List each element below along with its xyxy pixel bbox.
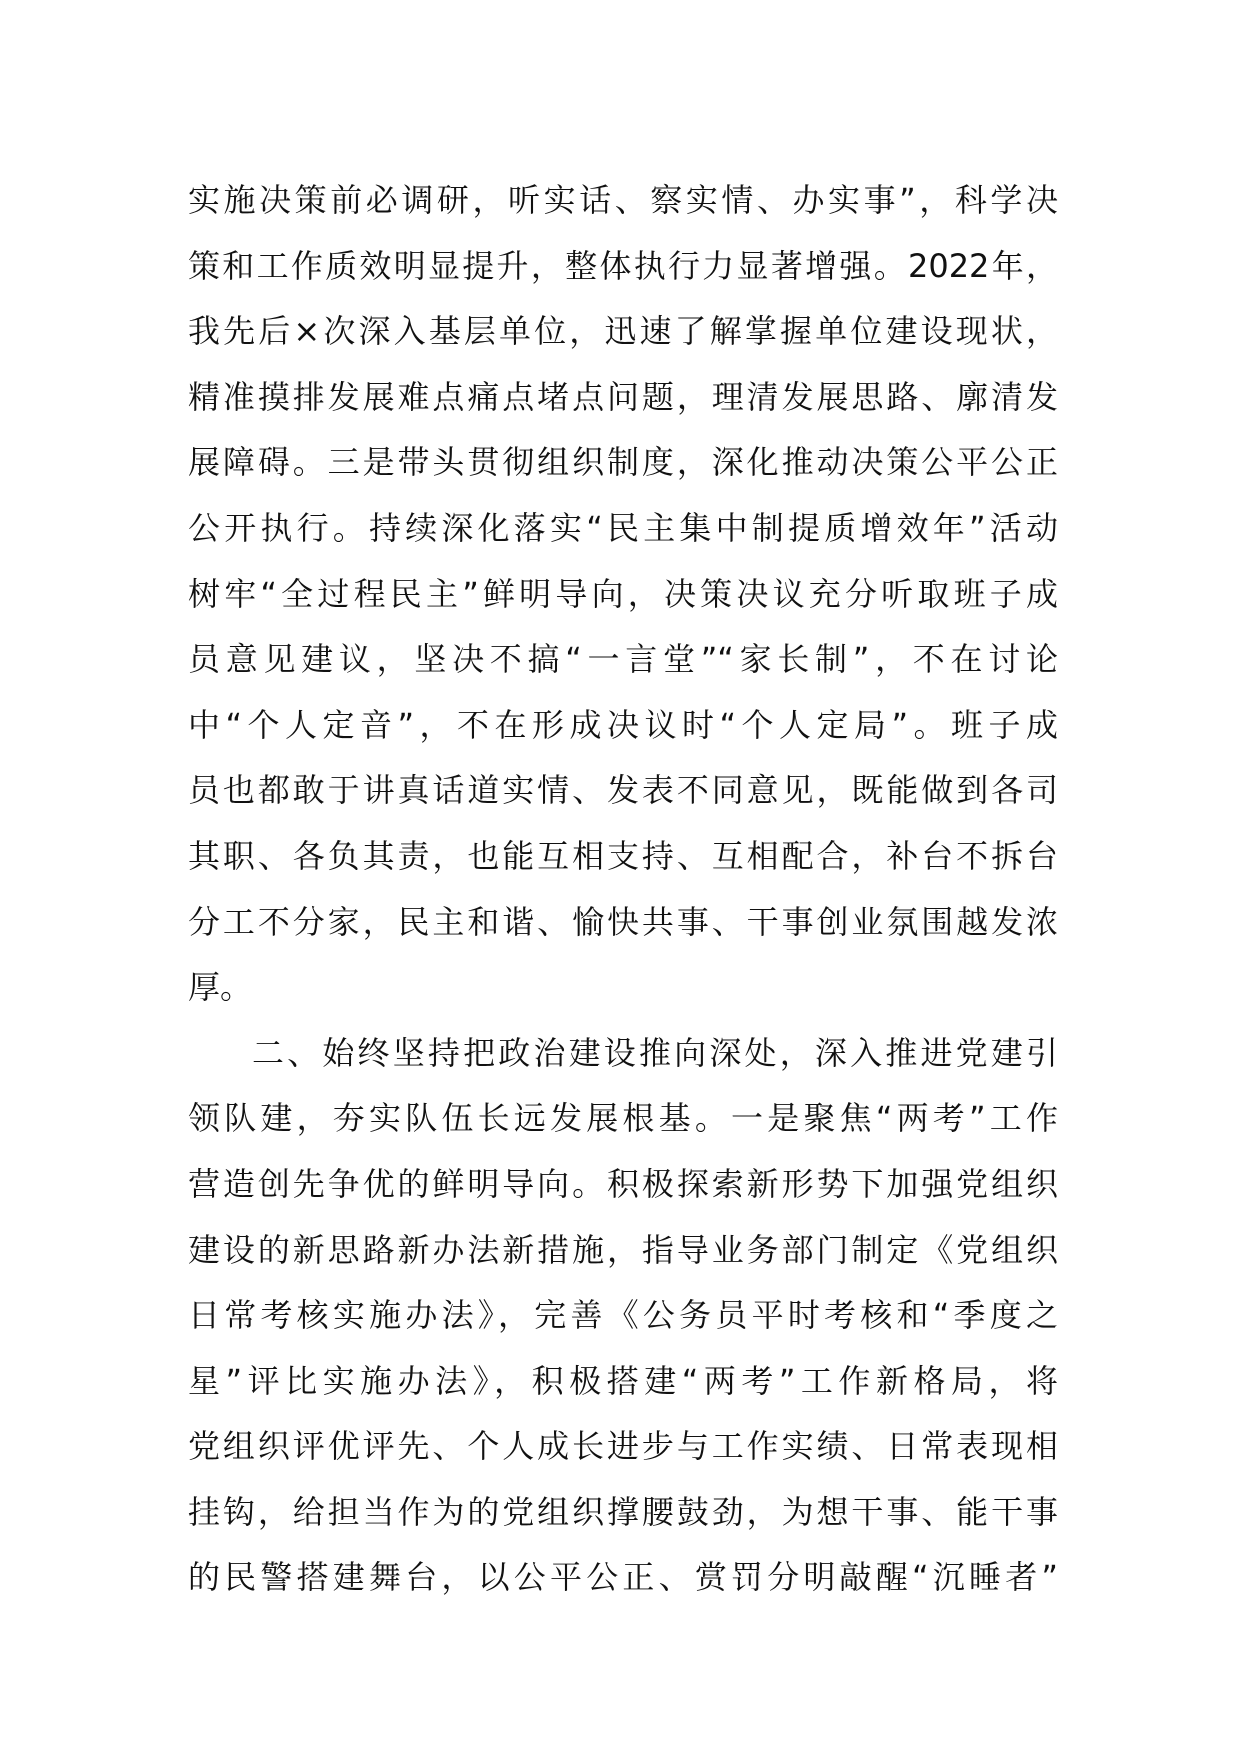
text-line: 分工不分家，民主和谐、愉快共事、干事创业氛围越发浓	[188, 902, 1058, 941]
text-line: 营造创先争优的鲜明导向。积极探索新形势下加强党组织	[188, 1164, 1058, 1203]
text-line: 展障碍。三是带头贯彻组织制度，深化推动决策公平公正	[188, 443, 1058, 482]
text-line: 我先后×次深入基层单位，迅速了解掌握单位建设现状，	[188, 312, 1058, 351]
text-line: 的民警搭建舞台，以公平公正、赏罚分明敲醒“沉睡者”	[188, 1558, 1058, 1597]
text-line: 党组织评优评先、个人成长进步与工作实绩、日常表现相	[188, 1427, 1058, 1466]
text-line: 挂钩，给担当作为的党组织撑腰鼓劲，为想干事、能干事	[188, 1492, 1058, 1531]
body-text	[188, 168, 1058, 1611]
text-line: 策和工作质效明显提升，整体执行力显著增强。2022年，	[188, 246, 1058, 285]
text-line: 领队建，夯实队伍长远发展根基。一是聚焦“两考”工作	[188, 1099, 1058, 1138]
text-line: 树牢“全过程民主”鲜明导向，决策决议充分听取班子成	[188, 574, 1058, 613]
text-line: 日常考核实施办法》，完善《公务员平时考核和“季度之	[188, 1296, 1058, 1335]
text-line: 员也都敢于讲真话道实情、发表不同意见，既能做到各司	[188, 771, 1058, 810]
text-line-paragraph-end: 厚。	[188, 968, 253, 1007]
text-line: 建设的新思路新办法新措施，指导业务部门制定《党组织	[188, 1230, 1058, 1269]
text-line: 星”评比实施办法》，积极搭建“两考”工作新格局，将	[188, 1361, 1058, 1400]
text-line: 员意见建议，坚决不搞“一言堂”“家长制”，不在讨论	[188, 640, 1058, 679]
text-line-section-heading: 二、始终坚持把政治建设推向深处，深入推进党建引	[252, 1033, 1058, 1072]
text-line: 实施决策前必调研，听实话、察实情、办实事”，科学决	[188, 181, 1058, 219]
text-line: 公开执行。持续深化落实“民主集中制提质增效年”活动	[188, 508, 1058, 547]
text-line: 其职、各负其责，也能互相支持、互相配合，补台不拆台	[188, 836, 1058, 875]
text-line: 精准摸排发展难点痛点堵点问题，理清发展思路、廓清发	[188, 377, 1058, 416]
text-line: 中“个人定音”，不在形成决议时“个人定局”。班子成	[188, 705, 1058, 744]
